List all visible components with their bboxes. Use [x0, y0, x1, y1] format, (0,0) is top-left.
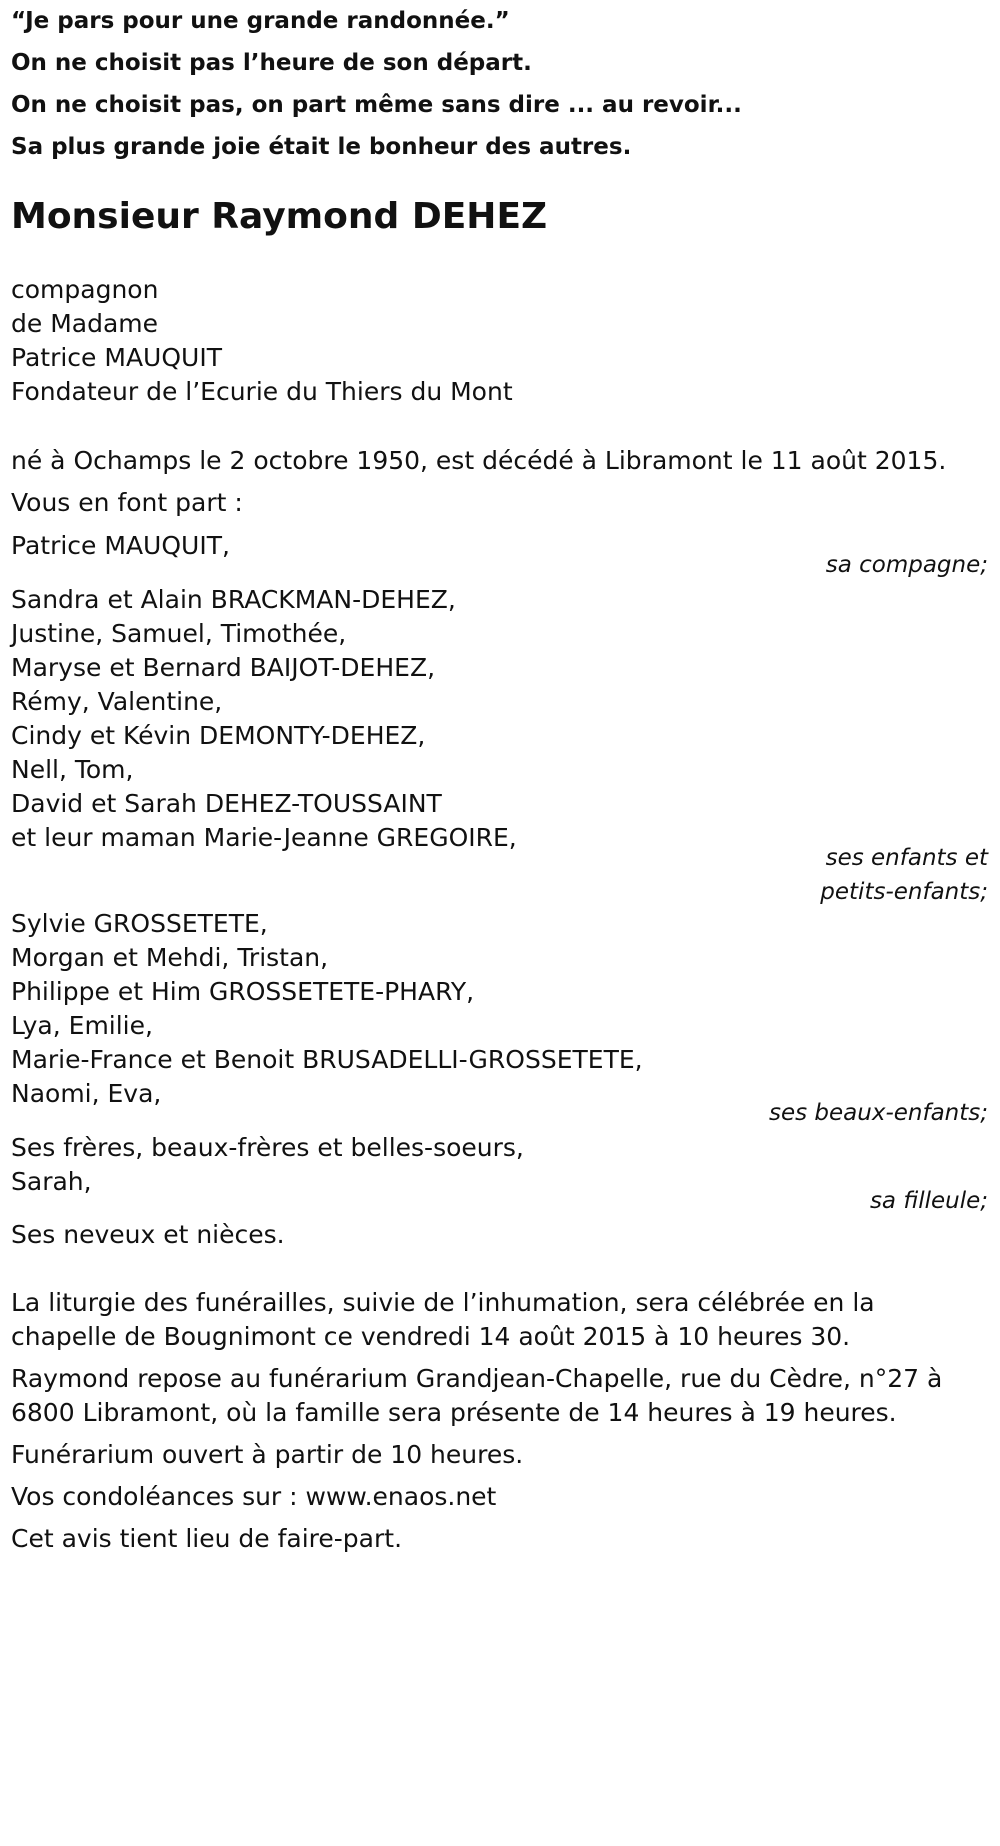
family-name-line: et leur maman Marie-Jeanne GREGOIRE, [11, 823, 517, 852]
liturgy-line: La liturgie des funérailles, suivie de l’inhumation, sera célébrée en la [11, 1288, 875, 1317]
closing-line: Cet avis tient lieu de faire-part. [11, 1524, 403, 1553]
family-name-line: Nell, Tom, [11, 755, 134, 784]
family-name-line: Philippe et Him GROSSETETE-PHARY, [11, 977, 475, 1006]
family-name-line: Patrice MAUQUIT, [11, 531, 230, 560]
deceased-name: Monsieur Raymond DEHEZ [11, 196, 548, 237]
family-name-line: Sarah, [11, 1167, 92, 1196]
quote-line: “Je pars pour une grande randonnée.” [11, 8, 510, 34]
funeral-home-hours: Funérarium ouvert à partir de 10 heures. [11, 1440, 524, 1469]
family-name-line: Naomi, Eva, [11, 1079, 162, 1108]
family-name-line: Maryse et Bernard BAIJOT-DEHEZ, [11, 653, 436, 682]
birth-death-line: né à Ochamps le 2 octobre 1950, est décédé à Libramont le 11 août 2015. [11, 446, 947, 475]
quote-line: On ne choisit pas, on part même sans dire ... au revoir... [11, 92, 742, 118]
family-name-line: Justine, Samuel, Timothée, [11, 619, 347, 648]
family-name-line: Sandra et Alain BRACKMAN-DEHEZ, [11, 585, 456, 614]
family-name-line: Cindy et Kévin DEMONTY-DEHEZ, [11, 721, 426, 750]
family-name-line: Lya, Emilie, [11, 1011, 153, 1040]
intro-line: Fondateur de l’Ecurie du Thiers du Mont [11, 377, 513, 406]
family-name-line: Marie-France et Benoit BRUSADELLI-GROSSETETE, [11, 1045, 643, 1074]
family-name-line: Morgan et Mehdi, Tristan, [11, 943, 329, 972]
quote-line: Sa plus grande joie était le bonheur des autres. [11, 134, 632, 160]
nephews-line: Ses neveux et nièces. [11, 1220, 285, 1249]
family-role: sa compagne; [825, 552, 988, 578]
family-role: ses beaux-enfants; [768, 1100, 988, 1126]
intro-line: compagnon [11, 275, 159, 304]
intro-line: Patrice MAUQUIT [11, 343, 222, 372]
rest-line: Raymond repose au funérarium Grandjean-Chapelle, rue du Cèdre, n°27 à [11, 1364, 943, 1393]
quote-line: On ne choisit pas l’heure de son départ. [11, 50, 532, 76]
condolences-line: Vos condoléances sur : www.enaos.net [11, 1482, 497, 1511]
announce-line: Vous en font part : [11, 488, 243, 517]
family-name-line: Ses frères, beaux-frères et belles-soeurs, [11, 1133, 524, 1162]
liturgy-line: chapelle de Bougnimont ce vendredi 14 août 2015 à 10 heures 30. [11, 1322, 851, 1351]
rest-line: 6800 Libramont, où la famille sera présente de 14 heures à 19 heures. [11, 1398, 897, 1427]
family-role: ses enfants et [825, 845, 988, 871]
family-role: sa filleule; [869, 1188, 988, 1214]
family-name-line: Rémy, Valentine, [11, 687, 223, 716]
intro-line: de Madame [11, 309, 159, 338]
family-name-line: David et Sarah DEHEZ-TOUSSAINT [11, 789, 442, 818]
family-name-line: Sylvie GROSSETETE, [11, 909, 268, 938]
family-role: petits-enfants; [820, 879, 988, 905]
